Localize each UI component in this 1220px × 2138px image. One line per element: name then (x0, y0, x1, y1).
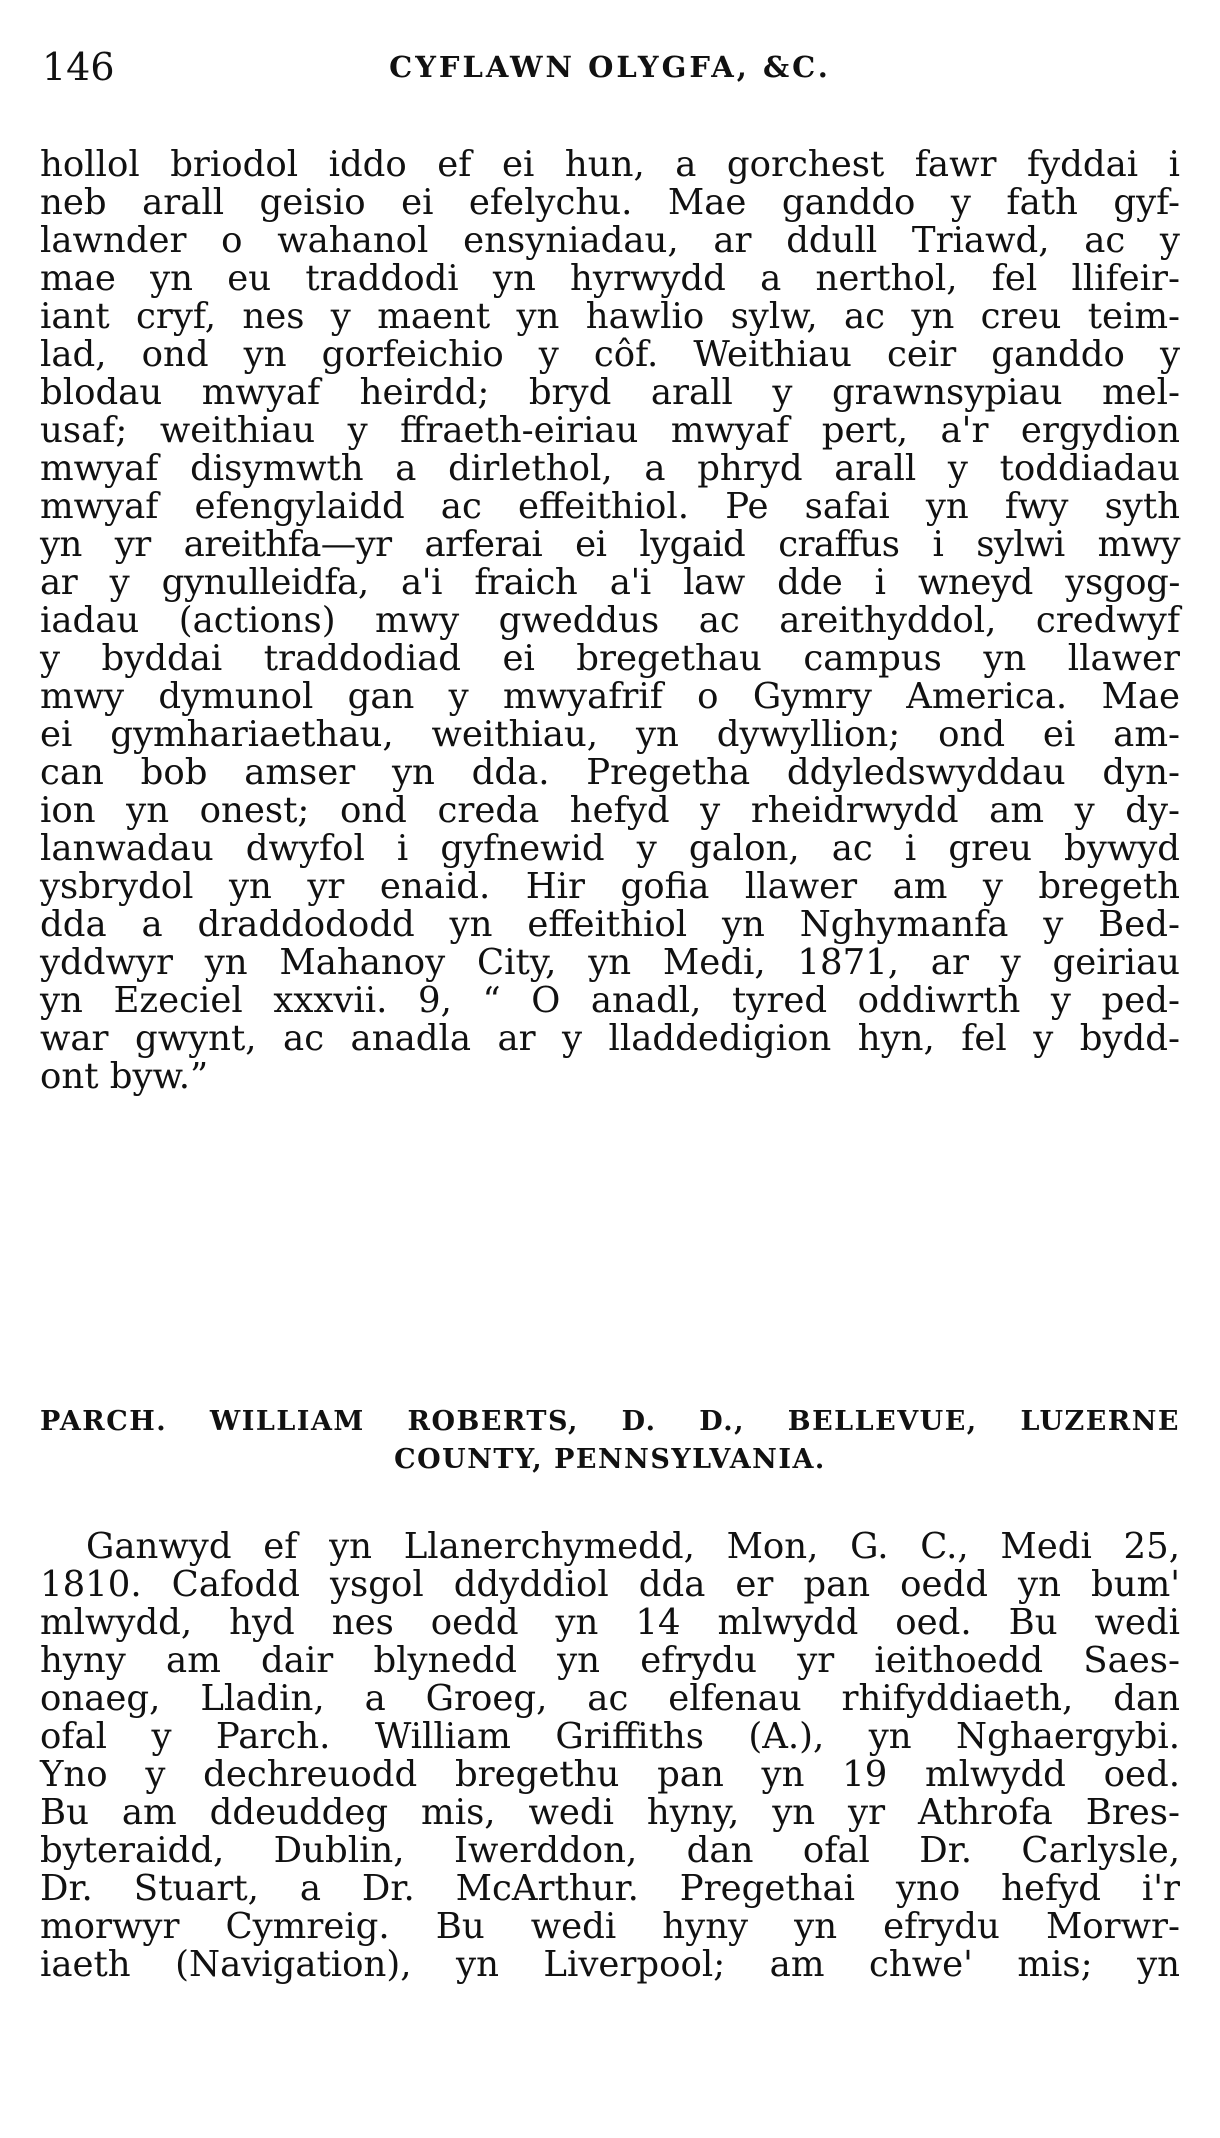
text-line: dda a draddododd yn effeithiol yn Nghymanfa y Bed- (40, 904, 1180, 945)
text-line: Bu am ddeuddeg mis, wedi hyny, yn yr Athrofa Bres- (40, 1792, 1180, 1833)
text-line: war gwynt, ac anadla ar y lladdedigion hyn, fel y bydd- (40, 1018, 1180, 1059)
text-line: blodau mwyaf heirdd; bryd arall y grawnsypiau mel- (40, 372, 1180, 413)
text-line: byteraidd, Dublin, Iwerddon, dan ofal Dr. Carlysle, (40, 1830, 1180, 1871)
text-line: mwyaf disymwth a dirlethol, a phryd arall y toddiadau (40, 448, 1180, 489)
text-line: Yno y dechreuodd bregethu pan yn 19 mlwydd oed. (40, 1754, 1180, 1795)
text-line: hollol briodol iddo ef ei hun, a gorchest fawr fyddai i (40, 144, 1180, 185)
text-line: usaf; weithiau y ffraeth-eiriau mwyaf pert, a'r ergydion (40, 410, 1180, 451)
text-line: lawnder o wahanol ensyniadau, ar ddull Triawd, ac y (40, 220, 1180, 261)
running-title: CYFLAWN OLYGFA, &C. (389, 50, 831, 84)
text-line: Dr. Stuart, a Dr. McArthur. Pregethai yno hefyd i'r (40, 1868, 1180, 1909)
page-header (42, 42, 1178, 92)
section-heading-line-1: PARCH. WILLIAM ROBERTS, D. D., BELLEVUE, LUZERNE (40, 1406, 1180, 1437)
paragraph-continued (40, 146, 1180, 1096)
text-line: ion yn onest; ond creda hefyd y rheidrwydd am y dy- (40, 790, 1180, 831)
text-line: iaeth (Navigation), yn Liverpool; am chwe' mis; yn (40, 1944, 1180, 1985)
text-line: ar y gynulleidfa, a'i fraich a'i law dde i wneyd ysgog- (40, 562, 1180, 603)
text-line: yn Ezeciel xxxvii. 9, “ O anadl, tyred oddiwrth y ped- (40, 980, 1180, 1021)
text-line: Ganwyd ef yn Llanerchymedd, Mon, G. C., Medi 25, (86, 1526, 1180, 1567)
text-line: iadau (actions) mwy gweddus ac areithyddol, credwyf (40, 600, 1180, 641)
text-line: ei gymhariaethau, weithiau, yn dywyllion; ond ei am- (40, 714, 1180, 755)
text-line: morwyr Cymreig. Bu wedi hyny yn efrydu Morwr- (40, 1906, 1180, 1947)
text-line: ysbrydol yn yr enaid. Hir gofia llawer am y bregeth (40, 866, 1180, 907)
text-line: y byddai traddodiad ei bregethau campus yn llawer (40, 638, 1180, 679)
section-heading-line-2: COUNTY, PENNSYLVANIA. (394, 1444, 826, 1475)
text-line: neb arall geisio ei efelychu. Mae ganddo y fath gyf- (40, 182, 1180, 223)
text-line: lad, ond yn gorfeichio y côf. Weithiau ceir ganddo y (40, 334, 1180, 375)
text-line: mwyaf efengylaidd ac effeithiol. Pe safai yn fwy syth (40, 486, 1180, 527)
text-line: mlwydd, hyd nes oedd yn 14 mlwydd oed. Bu wedi (40, 1602, 1180, 1643)
text-line: iant cryf, nes y maent yn hawlio sylw, ac yn creu teim- (40, 296, 1180, 337)
paragraph-biography (40, 1528, 1180, 1984)
section-heading (40, 1403, 1180, 1479)
page-number: 146 (42, 45, 115, 89)
text-line: yn yr areithfa—yr arferai ei lygaid craffus i sylwi mwy (40, 524, 1180, 565)
text-line: 1810. Cafodd ysgol ddyddiol dda er pan oedd yn bum' (40, 1564, 1180, 1605)
text-line: lanwadau dwyfol i gyfnewid y galon, ac i greu bywyd (40, 828, 1180, 869)
text-line: can bob amser yn dda. Pregetha ddyledswyddau dyn- (40, 752, 1180, 793)
text-line: onaeg, Lladin, a Groeg, ac elfenau rhifyddiaeth, dan (40, 1678, 1180, 1719)
text-line: yddwyr yn Mahanoy City, yn Medi, 1871, ar y geiriau (40, 942, 1180, 983)
text-line: mwy dymunol gan y mwyafrif o Gymry America. Mae (40, 676, 1180, 717)
text-line: hyny am dair blynedd yn efrydu yr ieithoedd Saes- (40, 1640, 1180, 1681)
text-line: mae yn eu traddodi yn hyrwydd a nerthol, fel llifeir- (40, 258, 1180, 299)
text-line: ofal y Parch. William Griffiths (A.), yn Nghaergybi. (40, 1716, 1180, 1757)
text-line: ont byw.” (40, 1056, 209, 1097)
